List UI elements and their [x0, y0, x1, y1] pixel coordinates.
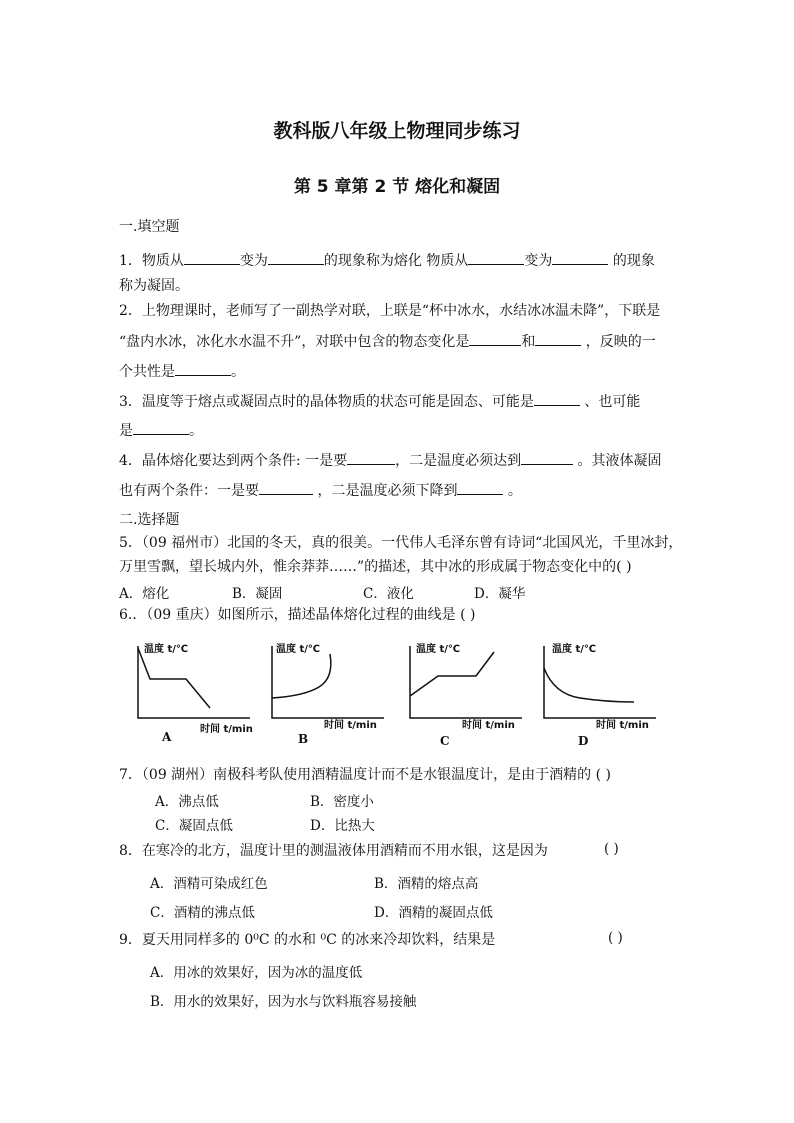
answer-blank[interactable] — [347, 450, 395, 465]
graph-c-curve — [410, 652, 494, 696]
question-3-line-1: 3．温度等于熔点或凝固点时的晶体物质的状态可能是固态、可能是 、也可能 — [119, 391, 679, 412]
graph-a-ylabel: 温度 t/℃ — [144, 644, 189, 655]
answer-blank[interactable] — [521, 450, 573, 465]
q8-option-b[interactable]: B．酒精的熔点高 — [374, 876, 479, 892]
q7-option-c[interactable]: C．凝固点低 — [155, 818, 233, 834]
answer-blank[interactable] — [457, 480, 503, 495]
answer-blank[interactable] — [534, 391, 580, 406]
q7-option-d[interactable]: D．比热大 — [310, 818, 375, 834]
q5-option-c[interactable]: C．液化 — [363, 586, 414, 602]
question-4-line-1: 4．晶体熔化要达到两个条件: 一是要 ，二是温度必须达到 。其液体凝固 — [119, 450, 679, 471]
question-2-line-1: 2．上物理课时，老师写了一副热学对联，上联是“杯中冰水，水结冰冰温未降”，下联是 — [119, 303, 661, 319]
q5-option-b[interactable]: B．凝固 — [232, 586, 283, 602]
question-1-line-2: 称为凝固。 — [119, 278, 189, 294]
chapter-subtitle: 第 5 章第 2 节 熔化和凝固 — [293, 177, 501, 197]
graph-c-xlabel: 时间 t/min — [462, 720, 515, 731]
question-2-line-2: “盘内水冰，冰化水水温不升”，对联中包含的物态变化是 和 ，反映的一 — [119, 331, 679, 352]
question-7: 7．（09 湖州）南极科考队使用酒精温度计而不是水银温度计，是由于酒精的 ( ) — [119, 767, 611, 783]
graph-a-curve — [138, 648, 210, 708]
answer-blank[interactable] — [552, 250, 608, 265]
graph-b[interactable] — [264, 632, 394, 750]
question-5-line-1: 5．（09 福州市）北国的冬天，真的很美。一代伟人毛泽东曾有诗词“北国风光，千里冰封， — [119, 535, 683, 551]
answer-blank[interactable] — [133, 420, 189, 435]
q8-option-d[interactable]: D．酒精的凝固点低 — [374, 905, 493, 921]
answer-blank[interactable] — [259, 480, 313, 495]
graph-b-letter: B — [298, 732, 309, 746]
graph-d-curve — [544, 668, 634, 702]
section-fill-blank-heading: 一.填空题 — [119, 219, 180, 235]
question-6: 6.．（09 重庆）如图所示，描述晶体熔化过程的曲线是 ( ) — [119, 607, 476, 623]
q9-option-a[interactable]: A．用冰的效果好，因为冰的温度低 — [150, 965, 363, 981]
graph-b-curve — [272, 654, 331, 698]
answer-blank[interactable] — [535, 331, 581, 346]
q9-option-b[interactable]: B．用水的效果好，因为水与饮料瓶容易接触 — [150, 994, 417, 1010]
graph-a-letter: A — [162, 730, 172, 744]
q8-option-a[interactable]: A．酒精可染成红色 — [150, 876, 268, 892]
graph-a[interactable] — [128, 632, 258, 750]
answer-blank[interactable] — [268, 250, 324, 265]
answer-blank[interactable] — [184, 250, 240, 265]
q8-option-c[interactable]: C．酒精的沸点低 — [150, 905, 255, 921]
q9-answer-paren[interactable]: ( ) — [608, 930, 623, 946]
q7-option-a[interactable]: A．沸点低 — [155, 794, 219, 810]
graph-d-ylabel: 温度 t/℃ — [552, 644, 597, 655]
graph-c[interactable] — [404, 632, 534, 750]
question-4-line-2: 也有两个条件：一是要 ，二是温度必须下降到 。 — [119, 480, 679, 501]
page-title: 教科版八年级上物理同步练习 — [273, 120, 521, 142]
question-8: 8．在寒冷的北方，温度计里的测温液体用酒精而不用水银，这是因为 — [119, 843, 548, 859]
graph-a-axes — [138, 646, 250, 718]
graph-c-axes — [410, 646, 522, 718]
graph-c-letter: C — [440, 734, 450, 748]
question-2-line-3: 个共性是 。 — [119, 361, 679, 382]
q5-option-d[interactable]: D．凝华 — [474, 586, 526, 602]
q5-option-a[interactable]: A．熔化 — [119, 586, 170, 602]
answer-blank[interactable] — [175, 361, 231, 376]
answer-blank[interactable] — [469, 331, 521, 346]
question-1-line-1: 1．物质从 变为 的现象称为熔化 物质从 变为 的现象 — [119, 250, 679, 271]
graph-d-letter: D — [578, 734, 589, 748]
graph-b-axes — [272, 646, 384, 718]
question-5-line-2: 万里雪飘，望长城内外，惟余莽莽……”的描述，其中冰的形成属于物态变化中的( ) — [119, 559, 632, 575]
q7-option-b[interactable]: B．密度小 — [310, 794, 374, 810]
question-9: 9．夏天用同样多的 0⁰C 的水和 ⁰C 的冰来冷却饮料，结果是 — [119, 932, 496, 948]
graph-c-ylabel: 温度 t/℃ — [416, 644, 461, 655]
graph-d[interactable] — [540, 632, 670, 750]
question-3-line-2: 是 。 — [119, 420, 679, 441]
section-choice-heading: 二.选择题 — [119, 512, 180, 528]
graph-d-axes — [544, 646, 656, 718]
q8-answer-paren[interactable]: ( ) — [604, 841, 619, 857]
graph-b-xlabel: 时间 t/min — [324, 720, 377, 731]
answer-blank[interactable] — [468, 250, 524, 265]
graph-a-xlabel: 时间 t/min — [200, 724, 253, 735]
graph-b-ylabel: 温度 t/℃ — [276, 644, 321, 655]
graph-d-xlabel: 时间 t/min — [596, 720, 649, 731]
